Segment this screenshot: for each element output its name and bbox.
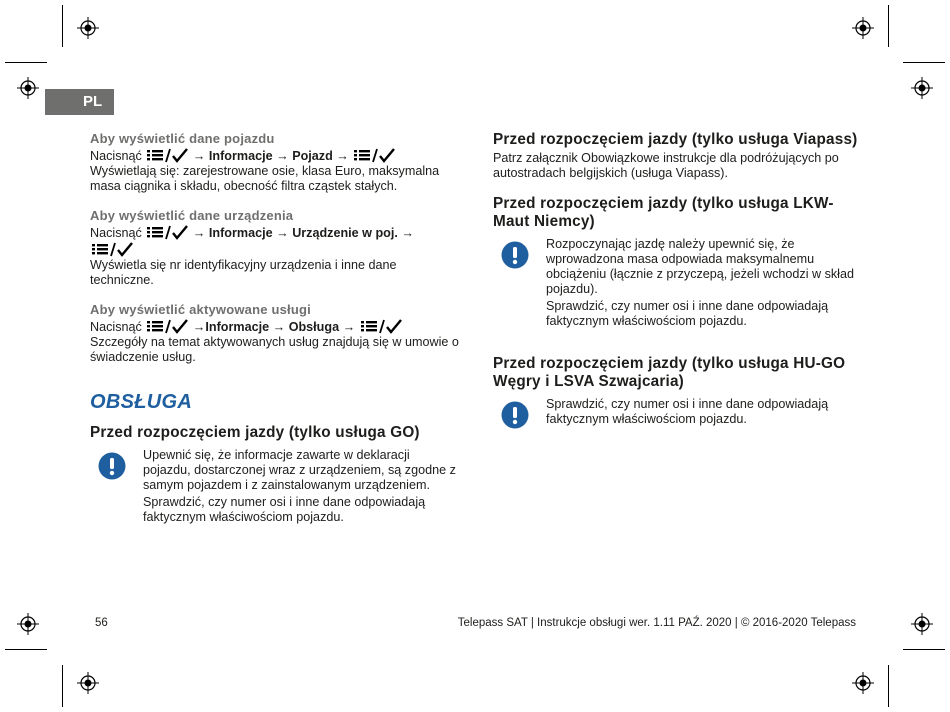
warning-icon: [501, 241, 529, 269]
registration-mark-icon: [852, 672, 874, 694]
services-block: [90, 302, 460, 365]
device-data-desc: Wyświetla się nr identyfikacyjny urządzenia i inne dane techniczne.: [90, 258, 397, 287]
crop-mark: [903, 649, 945, 650]
go-block: [90, 424, 460, 525]
registration-mark-icon: [911, 77, 933, 99]
menu-check-icon: [352, 147, 396, 163]
hugo-note: [493, 397, 863, 427]
registration-mark-icon: [17, 77, 39, 99]
path-obsluga: Obsługa: [288, 320, 340, 334]
footer-text: Telepass SAT | Instrukcje obsługi wer. 1.11 PAŹ. 2020 | © 2016-2020 Telepass: [457, 617, 856, 629]
services-desc: Szczegóły na temat aktywowanych usług znajdują się w umowie o świadczenie usług.: [90, 335, 459, 364]
go-heading: Przed rozpoczęciem jazdy (tylko usługa GO): [90, 424, 420, 441]
right-column: [493, 131, 863, 429]
hugo-block: [493, 355, 863, 427]
menu-check-icon: [145, 147, 189, 163]
menu-check-icon: [145, 224, 189, 240]
lkw-heading: Przed rozpoczęciem jazdy (tylko usługa LKW-Maut Niemcy): [493, 195, 834, 230]
crop-mark: [5, 62, 47, 63]
vehicle-data-heading: Aby wyświetlić dane pojazdu: [90, 131, 275, 146]
registration-mark-icon: [77, 17, 99, 39]
section-title: OBSŁUGA: [90, 391, 193, 413]
path-informacje: Informacje: [205, 320, 270, 334]
viapass-heading: Przed rozpoczęciem jazdy (tylko usługa Viapass): [493, 131, 858, 148]
hugo-heading: Przed rozpoczęciem jazdy (tylko usługa HU-GO Węgry i LSVA Szwajcaria): [493, 355, 846, 390]
crop-mark: [62, 665, 63, 707]
registration-mark-icon: [852, 17, 874, 39]
crop-mark: [903, 62, 945, 63]
lkw-block: [493, 195, 863, 329]
go-note: [90, 448, 460, 525]
services-heading: Aby wyświetlić aktywowane usługi: [90, 302, 311, 317]
viapass-block: [493, 131, 863, 181]
menu-check-icon: [145, 318, 189, 334]
lkw-note-p1: Rozpoczynając jazdę należy upewnić się, że wprowadzona masa odpowiada maksymalnemu obciążeniu (łącznie z przyczepą, jeżeli wchodzi w skład pojazdu).: [546, 237, 854, 296]
page-number: 56: [95, 617, 108, 629]
registration-mark-icon: [17, 613, 39, 635]
left-column: [90, 131, 460, 527]
crop-mark: [5, 649, 47, 650]
path-informacje: Informacje: [208, 226, 273, 240]
device-data-block: [90, 208, 460, 288]
warning-icon: [98, 452, 126, 480]
crop-mark: [888, 665, 889, 707]
go-note-p1: Upewnić się, że informacje zawarte w deklaracji pojazdu, dostarczonej wraz z urządzeniem, są zgodne z samym pojazdem i z zainstalowanym urządzeniem.: [143, 448, 456, 492]
path-urzadzenie: Urządzenie w poj.: [292, 226, 398, 240]
lkw-note-p2: Sprawdzić, czy numer osi i inne dane odpowiadają faktycznym właściwościom pojazdu.: [546, 299, 829, 328]
path-informacje: Informacje: [208, 149, 273, 163]
hugo-note-p1: Sprawdzić, czy numer osi i inne dane odpowiadają faktycznym właściwościom pojazdu.: [546, 397, 829, 426]
vehicle-data-path: Nacisnąć → Informacje → Pojazd →: [90, 147, 460, 164]
device-data-heading: Aby wyświetlić dane urządzenia: [90, 208, 294, 223]
menu-check-icon: [359, 318, 403, 334]
language-tab: PL: [45, 89, 114, 115]
crop-mark: [62, 5, 63, 47]
registration-mark-icon: [77, 672, 99, 694]
viapass-desc: Patrz załącznik Obowiązkowe instrukcje dla podróżujących po autostradach belgijskich (usługa Viapass).: [493, 151, 839, 180]
services-path: Nacisnąć →Informacje → Obsługa →: [90, 318, 460, 335]
path-pojazd: Pojazd: [292, 149, 333, 163]
crop-mark: [888, 5, 889, 47]
registration-mark-icon: [911, 613, 933, 635]
lkw-note: [493, 237, 863, 329]
vehicle-data-block: [90, 131, 460, 194]
device-data-path: Nacisnąć → Informacje → Urządzenie w poj. →: [90, 224, 460, 258]
menu-check-icon: [90, 241, 134, 257]
vehicle-data-desc: Wyświetlają się: zarejestrowane osie, klasa Euro, maksymalna masa ciągnika i składu, obecność filtra cząstek stałych.: [90, 164, 440, 193]
go-note-p2: Sprawdzić, czy numer osi i inne dane odpowiadają faktycznym właściwościom pojazdu.: [143, 495, 426, 524]
warning-icon: [501, 401, 529, 429]
